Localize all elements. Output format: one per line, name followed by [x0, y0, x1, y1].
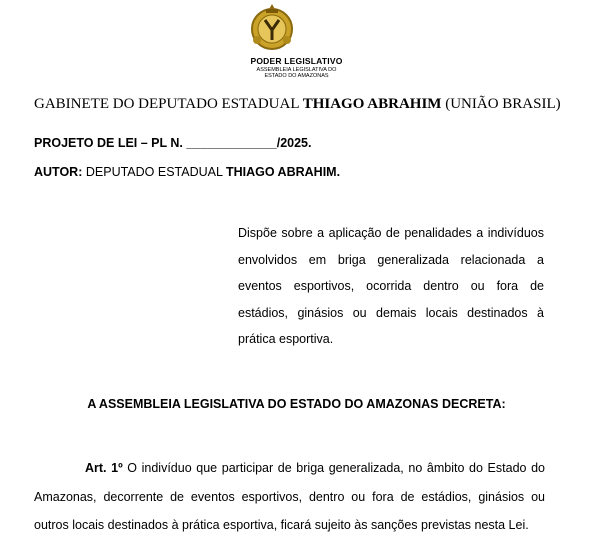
cabinet-party: (UNIÃO BRASIL) — [441, 96, 561, 112]
article-1 — [34, 454, 545, 540]
brand-subtitle-line1: ASSEMBLEIA LEGISLATIVA DO — [256, 67, 337, 73]
cabinet-heading — [34, 96, 561, 113]
bill-author-line — [34, 165, 340, 179]
bill-summary: Dispõe sobre a aplicação de penalidades a indivíduos envolvidos em briga generalizada relacionada a eventos esportivos, ocorrida dentro ou fora de estádios, ginásios ou demais locais destinados à prática esportiva. — [238, 226, 544, 346]
cabinet-deputy-name: THIAGO ABRAHIM — [302, 96, 442, 112]
enactment-clause: A ASSEMBLEIA LEGISLATIVA DO ESTADO DO AMAZONAS DECRETA: — [87, 397, 506, 411]
author-label: AUTOR: — [34, 165, 83, 179]
legislative-seal-logo — [245, 0, 299, 54]
article-text: O indivíduo que participar de briga generalizada, no âmbito do Estado do Amazonas, decorrente de eventos esportivos, dentro ou fora de estádios, ginásios ou outros locais destinados à prática esportiva, ficará sujeito às sanções previstas nesta Lei. — [34, 461, 545, 532]
cabinet-prefix: GABINETE DO DEPUTADO ESTADUAL — [34, 96, 303, 112]
brand-subtitle-line2: ESTADO DO AMAZONAS — [264, 73, 329, 79]
author-name: THIAGO ABRAHIM. — [225, 165, 341, 179]
article-label: Art. 1º — [85, 461, 123, 475]
brand-title: PODER LEGISLATIVO — [250, 56, 343, 66]
author-title: DEPUTADO ESTADUAL — [82, 165, 226, 179]
bill-number-line: PROJETO DE LEI – PL N. _____________/2025. — [34, 136, 312, 150]
